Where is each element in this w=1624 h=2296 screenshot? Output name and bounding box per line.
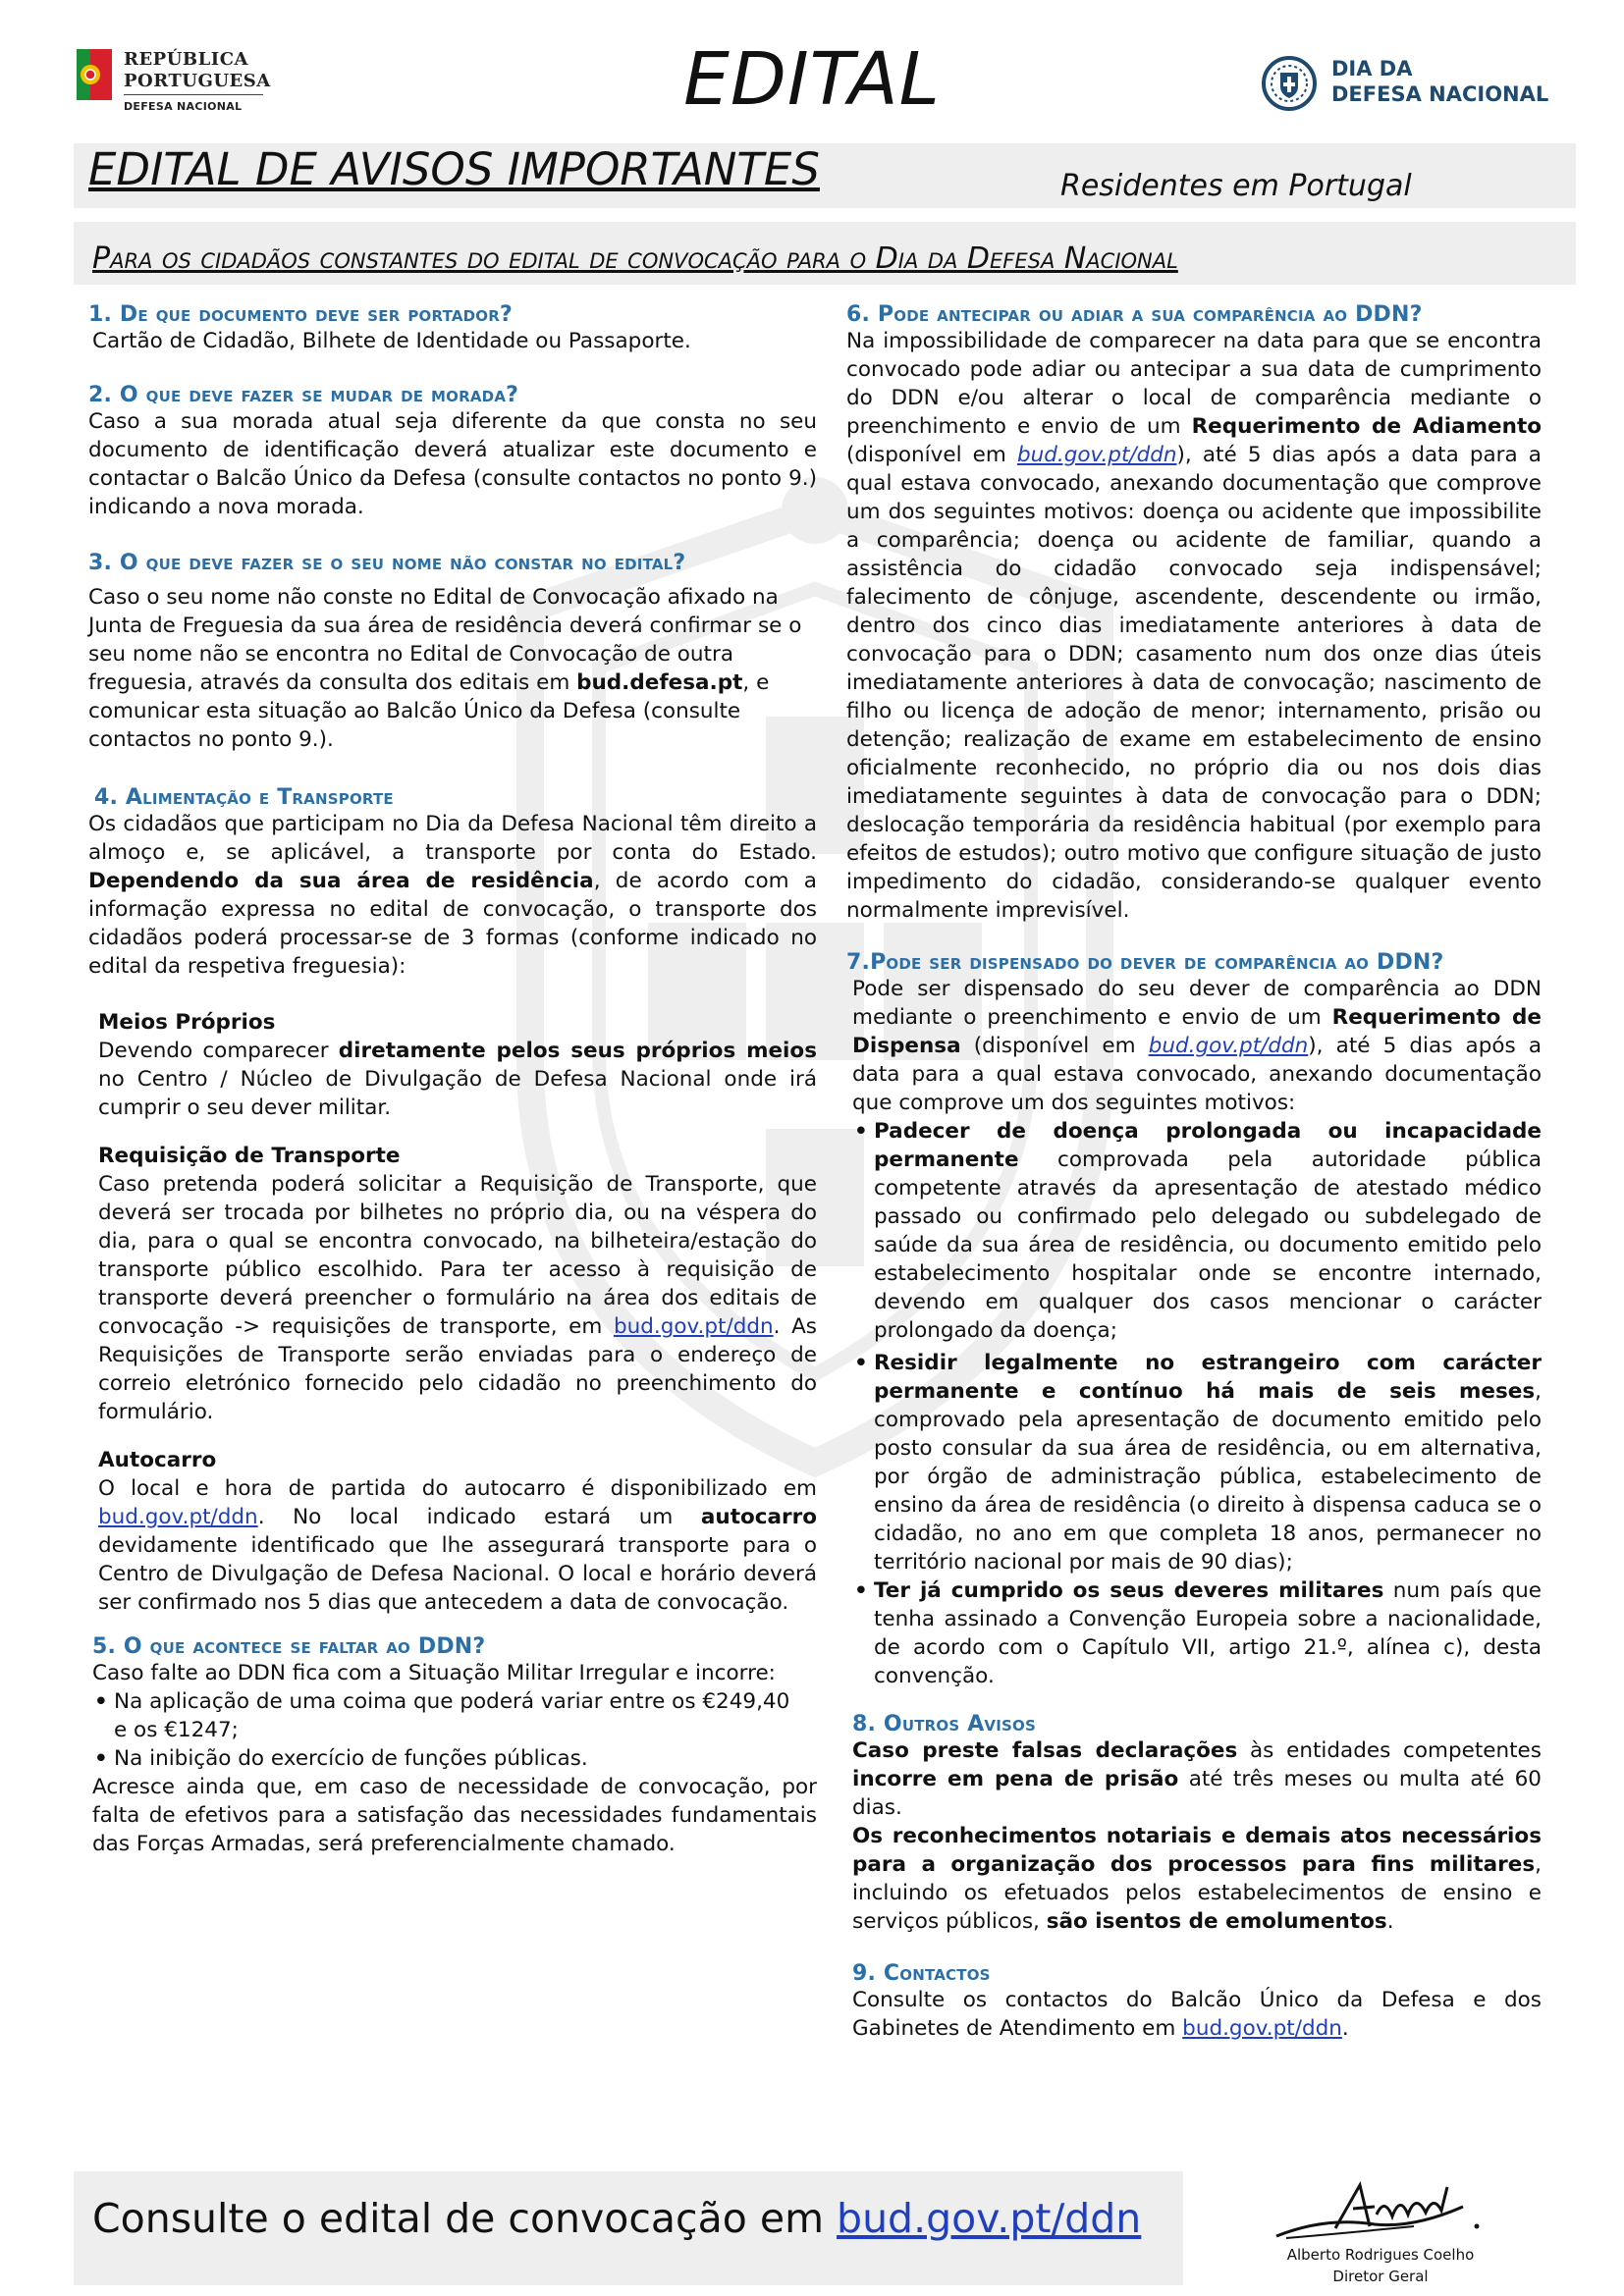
s7-text-c: (disponível em [960, 1034, 1149, 1058]
req-text-b: . As Requisições de Transporte serão enviadas para o endereço de correio eletrónico fornecido pelo cidadão no preenchimento do formulário. [98, 1314, 817, 1424]
section-5-list [92, 1687, 817, 1773]
list-item [874, 1576, 1542, 1690]
section-4-text-a: Os cidadãos que participam no Dia da Defesa Nacional têm direito a almoço e, se aplicável, a transporte por conta do Estado. [88, 812, 817, 865]
s7-text-a: Pode ser dispensado do seu dever de comparência ao DDN mediante o preenchimento e envio de um [852, 977, 1542, 1030]
section-6-title: 6. Pode antecipar ou adiar a sua comparência ao DDN? [846, 302, 1423, 327]
section-3-title: 3. O que deve fazer se o seu nome não constar no edital? [88, 551, 686, 575]
section-9-title: 9. Contactos [852, 1961, 991, 1986]
requisicao-text [98, 1170, 817, 1426]
signer-name: Alberto Rodrigues Coelho [1286, 2246, 1475, 2264]
s9-text-a: Consulte os contactos do Balcão Único da Defesa e dos Gabinetes de Atendimento em [852, 1988, 1542, 2041]
auto-text-c: autocarro [700, 1505, 817, 1529]
s8-p2-b: , incluindo os efetuados pelos estabelecimentos de ensino e serviços públicos, [852, 1852, 1542, 1934]
s7-b1-text: comprovada pela autoridade pública competente através da apresentação de atestado médico passado ou confirmado pelo delegado ou subdelegado de saúde da sua área de residência, ou documento emitido pelo estabelecimento hospitalar onde se encontre internado, devendo em qualquer dos casos mencionar o carácter prolongado da doença; [874, 1148, 1542, 1343]
section-7-title: 7.Pode ser dispensado do dever de comparência ao DDN? [846, 950, 1444, 975]
section-8-title: 8. Outros Avisos [852, 1712, 1036, 1736]
section-1 [88, 302, 817, 355]
autocarro-title: Autocarro [98, 1448, 217, 1472]
section-4-text-c: , de acordo com a informação expressa no edital de convocação, o transporte dos cidadãos poderá processar-se de 3 formas (conforme indicado no edital da respetiva freguesia): [88, 869, 817, 979]
bud-defesa-link[interactable]: bud.defesa.pt [576, 670, 743, 695]
section-3-text-c: , e comunicar esta situação ao Balcão Único da Defesa (consulte contactos no ponto 9.). [88, 670, 770, 752]
footer-text-label: Consulte o edital de convocação em [92, 2195, 838, 2242]
section-4-text-b: Dependendo da sua área de residência [88, 869, 594, 893]
footer-text [92, 2195, 1141, 2242]
section-5-intro: Caso falte ao DDN fica com a Situação Militar Irregular e incorre: [92, 1661, 776, 1685]
s8-p1-a: Caso preste falsas declarações [852, 1738, 1238, 1763]
section-8-p1 [852, 1736, 1542, 1822]
meios-proprios-text [98, 1037, 817, 1122]
bud-ddn-link[interactable]: bud.gov.pt/ddn [613, 1314, 774, 1339]
bud-ddn-link[interactable]: bud.gov.pt/ddn [1016, 443, 1177, 467]
s7-b1-bold: Padecer de doença prolongada ou incapacidade permanente [874, 1119, 1542, 1172]
section-4 [88, 785, 817, 1617]
list-item [874, 1117, 1542, 1345]
transport-options [88, 1008, 817, 1617]
list-item [874, 1349, 1542, 1576]
section-7 [846, 950, 1542, 1690]
list-item: • Na inibição do exercício de funções públicas. [114, 1744, 817, 1773]
list-item: • Na aplicação de uma coima que poderá variar entre os €249,40 e os €1247; [114, 1687, 817, 1744]
section-5 [88, 1634, 817, 1858]
section-1-title: 1. De que documento deve ser portador? [88, 302, 513, 327]
right-column [846, 302, 1542, 2043]
section-6-text [846, 327, 1542, 925]
section-2-title: 2. O que deve fazer se mudar de morada? [88, 383, 519, 407]
signature-image [1267, 2167, 1502, 2256]
s6-text-b: Requerimento de Adiamento [1191, 414, 1542, 439]
s7-b2-text: , comprovado pela apresentação de documento emitido pelo posto consular da sua área de residência, ou em alternativa, por órgão de administração pública, estabelecimento de ensino da área de residência (o direito à dispensa caduca se o cidadão, no ano em que completa 18 anos, permanecer no território nacional por mais de 90 dias); [874, 1379, 1542, 1575]
section-4-text [88, 810, 817, 981]
left-column [88, 302, 817, 1858]
s7-b2-bold: Residir legalmente no estrangeiro com carácter permanente e contínuo há mais de seis meses [874, 1351, 1542, 1404]
section-5-title: 5. O que acontece se faltar ao DDN? [92, 1634, 486, 1659]
autocarro-text [98, 1474, 817, 1617]
s8-p1-b: às entidades competentes [1237, 1738, 1542, 1763]
meios-text-a: Devendo comparecer [98, 1039, 339, 1063]
section-3-text-a: Caso o seu nome não conste no Edital de Convocação afixado na Junta de Freguesia da sua área de residência deverá confirmar se o seu nome não se encontra no Edital de Convocação de outra freguesia, através da consulta dos editais em [88, 585, 802, 695]
s8-p2-a: Os reconhecimentos notariais e demais atos necessários para a organização dos processos para fins militares [852, 1824, 1542, 1877]
requisicao-title: Requisição de Transporte [98, 1144, 401, 1168]
band-title: EDITAL DE AVISOS IMPORTANTES [88, 143, 820, 195]
section-4-title: 4. Alimentação e Transporte [94, 785, 394, 810]
section-6 [846, 302, 1542, 925]
bud-ddn-link[interactable]: bud.gov.pt/ddn [1182, 2016, 1342, 2041]
band-subtitle: Residentes em Portugal [1060, 169, 1412, 203]
section-8 [846, 1712, 1542, 1936]
meios-text-b: diretamente pelos seus próprios meios [338, 1039, 817, 1063]
auto-text-a: O local e hora de partida do autocarro é disponibilizado em [98, 1476, 817, 1501]
section-7-text [846, 975, 1542, 1117]
section-3 [88, 551, 817, 754]
s7-b3-text: num país que tenha assinado a Convenção Europeia sobre a nacionalidade, de acordo com o Capítulo VII, artigo 21.º, alínea c), desta convenção. [874, 1578, 1542, 1688]
section-1-text: Cartão de Cidadão, Bilhete de Identidade ou Passaporte. [92, 329, 691, 353]
auto-text-d: devidamente identificado que lhe assegurará transporte para o Centro de Divulgação de Defesa Nacional. O local e horário deverá ser confirmado nos 5 dias que antecedem a data de convocação. [98, 1533, 817, 1615]
s7-text-d: ), até 5 dias após a data para a qual estava convocado, anexando documentação que comprove um dos seguintes motivos: [852, 1034, 1542, 1115]
auto-text-b: . No local indicado estará um [257, 1505, 701, 1529]
ddn-line1: DIA DA [1331, 57, 1413, 80]
band-heading: Para os cidadãos constantes do edital de convocação para o Dia da Defesa Nacional [92, 241, 1178, 276]
s8-p2-c: são isentos de emolumentos [1046, 1909, 1387, 1934]
section-9 [846, 1961, 1542, 2043]
s7-b3-bold: Ter já cumprido os seus deveres militares [874, 1578, 1384, 1603]
meios-proprios-title: Meios Próprios [98, 1010, 276, 1035]
section-2-text: Caso a sua morada atual seja diferente da que consta no seu documento de identificação deverá atualizar este documento e contactar o Balcão Único da Defesa (consulte contactos no ponto 9.) indicando a nova morada. [88, 409, 817, 519]
section-9-text [852, 1986, 1542, 2043]
signer-role: Diretor Geral [1332, 2268, 1429, 2285]
footer-bud-ddn-link[interactable]: bud.gov.pt/ddn [837, 2195, 1142, 2242]
s6-text-d: ), até 5 dias após a data para a qual estava convocado, anexando documentação que comprove um dos seguintes motivos: doença ou acidente que impossibilite a comparência; doença ou acidente de familiar, quando a assistência do cidadão convocado seja indispensável; falecimento de cônjuge, ascendente, descendente ou irmão, dentro dos cinco dias imediatamente anteriores à data de convocação para o DDN; casamento num dos onze dias úteis imediatamente anteriores à data de convocação; nascimento de filho ou licença de adoção de menor; internamento, prisão ou detenção; realização de exame em estabelecimento de ensino oficialmente reconhecido, no próprio dia ou nos dois dias imediatamente seguintes à data de convocação para o DDN; deslocação temporária da residência habitual (por exemplo para efeitos de estudos); outro motivo que configure situação de justo impedimento do cidadão, considerando-se qualquer evento normalmente imprevisível. [846, 443, 1542, 923]
section-8-p2 [852, 1822, 1542, 1936]
meios-text-c: no Centro / Núcleo de Divulgação de Defesa Nacional onde irá cumprir o seu dever militar. [98, 1067, 817, 1120]
section-7-list [846, 1117, 1542, 1690]
s7-text-b: Requerimento de Dispensa [852, 1005, 1543, 1058]
ddn-emblem-icon [1261, 55, 1318, 112]
s6-text-c: (disponível em [846, 443, 1017, 467]
section-5-text: Acresce ainda que, em caso de necessidade de convocação, por falta de efetivos para a satisfação das necessidades fundamentais das Forças Armadas, será preferencialmente chamado. [92, 1775, 817, 1856]
republica-line3: DEFESA NACIONAL [124, 100, 243, 113]
page-title: EDITAL [683, 37, 941, 122]
section-3-text [88, 583, 817, 754]
req-text-a: Caso pretenda poderá solicitar a Requisição de Transporte, que deverá ser trocada por bilhetes no próprio dia, ou na véspera do dia, para o qual se encontra convocado, na bilheteira/estação do transporte público escolhido. Para ter acesso à requisição de transporte deverá preencher o formulário na área dos editais de convocação -> requisições de transporte, em [98, 1172, 817, 1339]
dia-defesa-nacional-logo [1261, 55, 1555, 114]
s8-p1-c: incorre em pena de prisão [852, 1767, 1179, 1791]
section-2 [88, 383, 817, 521]
s8-p1-d: até três meses ou multa até 60 dias. [852, 1767, 1542, 1820]
s9-text-b: . [1341, 2016, 1349, 2041]
republica-line2: PORTUGUESA [124, 71, 271, 91]
republica-line1: REPÚBLICA [124, 49, 248, 70]
s6-text-a: Na impossibilidade de comparecer na data para que se encontra convocado pode adiar ou antecipar a sua data de cumprimento do DDN e/ou alterar o local de comparência mediante o preenchimento e envio de um [846, 329, 1542, 439]
bud-ddn-link[interactable]: bud.gov.pt/ddn [1148, 1034, 1309, 1058]
s8-p2-d: . [1386, 1909, 1394, 1934]
ddn-line2: DEFESA NACIONAL [1331, 82, 1549, 106]
bud-ddn-link[interactable]: bud.gov.pt/ddn [98, 1505, 258, 1529]
